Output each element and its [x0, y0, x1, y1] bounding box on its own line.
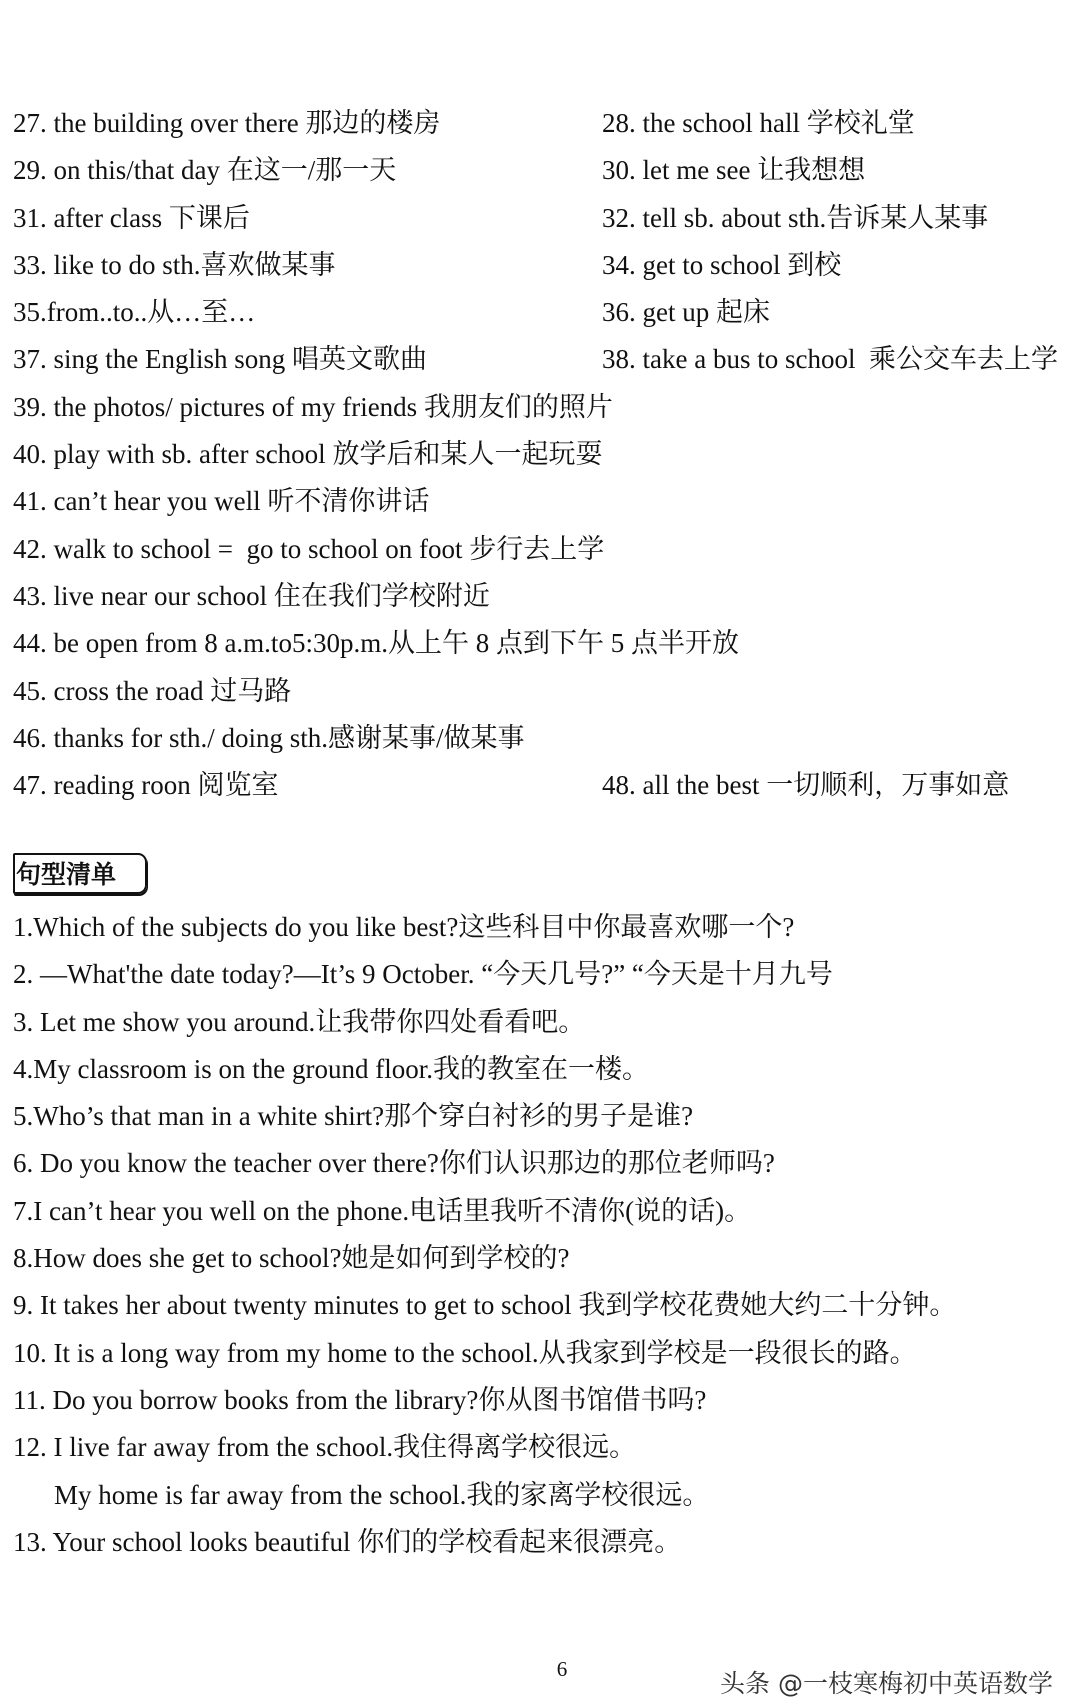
- phrase-row: [13, 526, 1068, 573]
- phrase-item: 33. like to do sth.喜欢做某事: [13, 249, 336, 280]
- phrase-item: 28. the school hall 学校礼堂: [602, 108, 915, 138]
- phrase-row: [13, 100, 1068, 147]
- sentence-line: 12. I live far away from the school.我住得离学校很远。: [13, 1432, 637, 1463]
- section-heading-label: 句型清单: [16, 860, 117, 889]
- sentence-line: 5.Who’s that man in a white shirt?那个穿白衬衫的男子是谁?: [13, 1101, 694, 1132]
- phrase-row: [13, 242, 1068, 289]
- sentence-line: 8.How does she get to school?她是如何到学校的?: [13, 1243, 570, 1274]
- sentence-line: 3. Let me show you around.让我带你四处看看吧。: [13, 1006, 586, 1037]
- phrase-item: 34. get to school 到校: [602, 249, 842, 280]
- phrase-row: [13, 668, 1068, 715]
- phrase-item: 27. the building over there 那边的楼房: [13, 108, 441, 138]
- phrase-item: 35.from..to..从…至…: [13, 297, 256, 328]
- watermark: 头条 @一枝寒梅初中英语数学: [720, 1669, 1053, 1698]
- phrase-item: 39. the photos/ pictures of my friends 我朋友们的照片: [13, 391, 613, 422]
- phrase-row: [13, 147, 1068, 194]
- phrase-item: 46. thanks for sth./ doing sth.感谢某事/做某事: [13, 722, 525, 753]
- section-heading: [13, 853, 147, 894]
- phrase-item: 48. all the best 一切顺利，万事如意: [602, 770, 1010, 801]
- phrase-item: 36. get up 起床: [602, 297, 770, 328]
- phrase-item: 43. live near our school 住在我们学校附近: [13, 580, 490, 611]
- phrase-item: 38. take a bus to school 乘公交车去上学: [602, 344, 1058, 375]
- phrase-item: 42. walk to school = go to school on foot 步行去上学: [13, 533, 605, 564]
- sentence-line: 9. It takes her about twenty minutes to get to school 我到学校花费她大约二十分钟。: [13, 1290, 957, 1321]
- sentence-line-continuation: My home is far away from the school.我的家离学校很远。: [54, 1479, 710, 1510]
- sentence-list: [13, 904, 1068, 1566]
- sentence-line: 7.I can’t hear you well on the phone.电话里我听不清你(说的话)。: [13, 1195, 752, 1226]
- sentence-line: 4.My classroom is on the ground floor.我的教室在一楼。: [13, 1053, 649, 1084]
- phrase-row: [13, 478, 1068, 525]
- sentence-line: 11. Do you borrow books from the library?你从图书馆借书吗?: [13, 1384, 707, 1415]
- phrase-item: 47. reading roon 阅览室: [13, 770, 279, 801]
- phrase-list: [13, 100, 1068, 809]
- phrase-item: 31. after class 下课后: [13, 202, 250, 233]
- phrase-row: [13, 384, 1068, 431]
- sentence-line: 2. —What'the date today?—It’s 9 October. “今天几号?” “今天是十月九号: [13, 959, 833, 990]
- phrase-row: [13, 620, 1068, 667]
- sentence-line: 1.Which of the subjects do you like best?这些科目中你最喜欢哪一个?: [13, 912, 795, 942]
- phrase-row: [13, 715, 1068, 762]
- phrase-row: [13, 336, 1068, 383]
- phrase-row: [13, 431, 1068, 478]
- phrase-item: 45. cross the road 过马路: [13, 675, 292, 706]
- phrase-item: 37. sing the English song 唱英文歌曲: [13, 344, 428, 375]
- phrase-item: 30. let me see 让我想想: [602, 155, 866, 186]
- phrase-row: [13, 195, 1068, 242]
- sentence-line: 10. It is a long way from my home to the school.从我家到学校是一段很长的路。: [13, 1337, 917, 1368]
- phrase-row: [13, 289, 1068, 336]
- page-number: 6: [556, 1657, 568, 1681]
- phrase-row: [13, 762, 1068, 809]
- phrase-row: [13, 573, 1068, 620]
- phrase-item: 44. be open from 8 a.m.to5:30p.m.从上午 8 点到下午 5 点半开放: [13, 628, 739, 659]
- sentence-line: 13. Your school looks beautiful 你们的学校看起来很漂亮。: [13, 1526, 682, 1557]
- sentence-line: 6. Do you know the teacher over there?你们认识那边的那位老师吗?: [13, 1148, 775, 1179]
- phrase-item: 29. on this/that day 在这一/那一天: [13, 155, 397, 186]
- phrase-item: 32. tell sb. about sth.告诉某人某事: [602, 202, 989, 233]
- phrase-item: 41. can’t hear you well 听不清你讲话: [13, 486, 430, 517]
- phrase-item: 40. play with sb. after school 放学后和某人一起玩耍: [13, 439, 603, 470]
